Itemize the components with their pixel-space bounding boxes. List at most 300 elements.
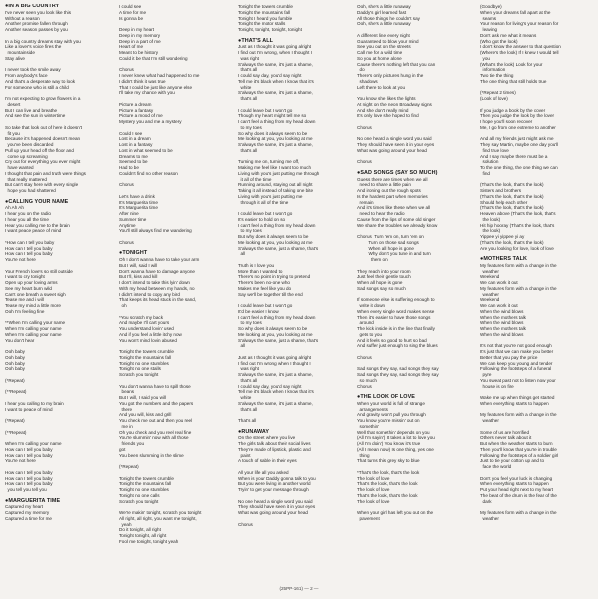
lyric-line: When your girl has left you out on the (357, 510, 434, 515)
lyric-line: If you judge a book by the cover (480, 107, 546, 113)
lyric-line: When the mothers talk (480, 314, 526, 320)
lyric-line: The look of love (357, 475, 390, 481)
lyric-line: I don't intend to take this lyin' down (119, 280, 190, 285)
lyric-line: you tell you tell you (5, 487, 47, 492)
lyric-line: desert (5, 101, 21, 107)
lyric-line: Ooh, she's a little runaway (357, 21, 411, 27)
lyric-line: Just to tie your cotton up and to (480, 458, 545, 464)
lyric-line: You're not here (5, 257, 36, 262)
lyric-line: Are you looking for love, look of love (480, 245, 554, 251)
lyric-line: And that's a desperate way to look (5, 78, 76, 84)
lyric-line: Chorus (119, 67, 134, 73)
lyric-line: You check me out and then you reel (119, 418, 193, 423)
lyric-line: Tonight the towers crumble (119, 475, 174, 481)
lyric-line: Some of us are horrified (480, 429, 530, 435)
lyric-line: that really mattered (5, 176, 47, 182)
lyric-line: When every single word makes sense (357, 308, 435, 314)
lyric-line: Well that somethin' depends on you (357, 429, 430, 435)
lyric-line: You been slumming in the slime (119, 452, 184, 458)
lyric-line: When I'm calling your name (5, 331, 62, 337)
lyric-line: S'always the same, just a shame, that's (238, 337, 319, 343)
lyric-line: I want to cry tonight (5, 274, 45, 280)
lyric-line: And I say maybe there must be a (480, 153, 548, 159)
lyric-line: Chorus Turn 'em on, turn 'em on (357, 234, 424, 239)
lyric-line: See my heart burn wild (5, 285, 52, 291)
lyric-line: But when the weather starts to burn (480, 441, 553, 446)
lyric-line: And gravity won't pull you through (357, 412, 426, 418)
lyric-line: fit you (5, 130, 20, 136)
lyric-line: That's all (238, 418, 257, 423)
lyric-line: The kick inside is in the line that finally (357, 326, 435, 331)
lyric-line: (**Repeat) (5, 389, 27, 395)
lyric-line: Sad songs they say, sad songs they say (357, 366, 439, 372)
lyric-line: that's all (238, 67, 258, 73)
lyric-line: It'd be easier I know (238, 308, 279, 314)
lyric-line: yeah (119, 521, 132, 527)
lyric-line: Seemed to be (119, 159, 148, 165)
lyric-line: You understand lovin' used (119, 326, 174, 331)
lyric-line: Picture a mood of me (119, 113, 163, 119)
lyric-line: so much (357, 377, 377, 383)
lyric-line: Say we'll be together till the end (238, 291, 303, 297)
lyric-line: mountainside (5, 50, 35, 55)
lyric-line: It's Marguerita time (119, 199, 158, 205)
lyric-line: that's all (238, 406, 258, 412)
lyrics-column-3 (238, 4, 350, 527)
lyric-line: So why does it always seem to be (238, 326, 308, 331)
lyric-line: you've been discarded (5, 142, 54, 147)
lyric-line: have wanted (5, 165, 34, 170)
lyric-line: you (480, 55, 490, 61)
lyric-line: There's only pictures hung in the (357, 73, 424, 78)
lyric-line: remain (357, 199, 374, 205)
song-title: ●IN A BIG COUNTRY (5, 4, 60, 9)
lyric-line: I'm not expecting to grow flowers in a (5, 96, 81, 101)
lyric-line: that's all (238, 377, 258, 383)
lyric-line: My features form with a change in the (480, 510, 557, 515)
lyric-line: When I'm calling your name (5, 441, 62, 446)
lyric-line: I hear you calling to my brain (5, 400, 64, 406)
lyric-line: Lost in a dream (119, 136, 151, 142)
lyric-line: Heaven above (That's the look, that's (480, 211, 556, 216)
lyric-line: They reach into your room (357, 268, 411, 274)
lyric-line: Ah Ah Ah (5, 205, 24, 211)
lyric-line: shadows (357, 78, 378, 84)
lyric-line: beans (119, 389, 135, 395)
lyric-line: You sweat past not to listen now your (480, 377, 556, 383)
lyric-line: S'always the same, it's just a shame, (238, 400, 313, 406)
lyric-line: And you will, kiss and grill (119, 412, 172, 418)
lyric-line: house is on fire (480, 383, 514, 389)
lyric-line: So why does it always seem to be (238, 130, 308, 136)
lyric-line: that's all (238, 96, 258, 101)
lyric-line: Like a lover's voice fires the (5, 44, 62, 50)
lyric-line: Weekend (480, 274, 500, 280)
lyric-line: I'll take my chance with you (119, 90, 175, 96)
lyric-line: write it down (357, 303, 386, 308)
lyric-line: (What's the look) Look for your (480, 61, 543, 67)
lyric-line: need to share a little pain (357, 182, 411, 188)
lyric-line: I could leave but I won't go (238, 107, 293, 113)
lyric-line: find (480, 170, 490, 176)
lyric-line: All right, all right, you want me tonight, (119, 515, 197, 521)
lyric-line: dark (480, 498, 492, 504)
lyric-line: And maybe I'll cart yours (119, 320, 170, 326)
lyric-line: Fool me tonight, tonight yeah (119, 538, 179, 544)
lyric-line: Tonight tonight, all right (119, 533, 167, 538)
lyrics-column-1 (5, 4, 113, 522)
lyric-line: It's only love she hoped to find (357, 113, 419, 119)
lyric-line: Oh you check and you reel real fine (119, 429, 192, 435)
lyric-line: Could I see (119, 130, 143, 136)
lyric-line: Open up your loving arms (5, 280, 58, 285)
lyric-line: Don't ask me what it means (480, 32, 537, 38)
lyric-line: Meant to be history (119, 50, 159, 55)
lyric-line: Without a reason (5, 15, 40, 21)
lyric-line: A touch of sable in their eyes (238, 458, 297, 464)
lyric-line: Scratch you tonight (119, 372, 159, 377)
lyric-line: I can't feel a thing from my head down (238, 222, 316, 228)
lyric-line: face the world (480, 464, 512, 469)
lyric-line: I find out I'm wrong, when I thought I (238, 50, 312, 55)
lyric-line: When I'm calling your name (5, 326, 62, 331)
lyric-line: weather (480, 418, 499, 423)
lyric-line: When everything starts to happen (480, 481, 549, 487)
lyric-line: It's easier to hold on so (238, 216, 286, 222)
lyric-line: Me looking at you, you looking at me (238, 239, 313, 245)
lyric-line: Deep in my heart (119, 27, 154, 32)
lyric-line: Truth is I love you (238, 262, 275, 268)
lyric-line: Living with you's just putting me (238, 193, 303, 199)
lyric-line: Sad songs say so much (357, 285, 406, 291)
lyric-line: Hit hip hooray (That's the look, that's (480, 222, 555, 228)
lyric-line: Though my heart might tell me so (238, 113, 307, 119)
lyric-line: (That's the look, that's the look) (480, 239, 544, 245)
lyric-line: When the wind blows (480, 331, 524, 337)
lyric-line: Me looking at you, you looking at me (238, 331, 313, 337)
lyric-line: there (119, 406, 133, 412)
lyric-line: Then you judge the look by the lover (480, 113, 555, 119)
lyric-line: Call me for a wild time (357, 50, 403, 55)
lyric-line: Chorus (357, 354, 372, 360)
lyric-line: *You scratch my back (119, 314, 164, 320)
lyric-line: They should have seen it in your eyes (357, 142, 435, 147)
lyric-line: Deep in a part of me (119, 38, 161, 44)
lyric-line: I didn't think it was true (119, 78, 166, 84)
lyric-line: (All I'm sayin') It takes a lot to love you (357, 435, 435, 441)
lyric-line: hope you had shattered (5, 188, 56, 193)
lyric-line: (**Repeat) (5, 429, 27, 435)
lyric-line: We're makin' tonight, scratch you tonight (119, 510, 202, 515)
lyric-line: When your dreams fall apart at the (480, 9, 551, 15)
lyric-line: was right (238, 55, 259, 61)
lyric-line: Tease my mind a little more (5, 303, 61, 308)
lyric-line: Two tie the thing (480, 73, 514, 78)
lyrics-column-2 (119, 4, 231, 545)
lyric-line: Just as I thought it was going alright (238, 354, 312, 360)
lyric-line: to my toes (238, 228, 262, 234)
song-title: ●CALLING YOUR NAME (5, 198, 69, 205)
lyric-line: Tell me it's black when I know that it's (238, 78, 314, 84)
lyric-line: I didn't intend to copy any bird (119, 291, 180, 297)
lyric-line: Tonight the towers crumble (238, 4, 293, 9)
lyric-line: How can I tell you baby (5, 446, 53, 452)
lyric-line: Left there to look at you (357, 84, 406, 90)
lyric-line: (That's the look, that's the look) (480, 205, 544, 211)
lyric-line: I want to peace of mind (5, 406, 53, 412)
lyric-line: Turn on those sad songs (357, 239, 419, 245)
lyric-line: Can't one breath a sweet sigh (5, 291, 66, 297)
lyric-line: (All I mean now) Is one thing, yes one (357, 446, 434, 452)
lyric-line: Ooh baby (5, 349, 25, 354)
lyric-line: Taking it all instead of taking one bite (238, 188, 314, 193)
lyric-line: Cry out for everything you ever might (5, 159, 81, 165)
page-footer: (25PP-161) — 2 — (279, 586, 319, 591)
lyric-line: That I could be just like anyone else (119, 84, 193, 90)
lyric-line: Heart of me (119, 44, 143, 50)
lyric-line: it all of the time (238, 176, 272, 182)
lyric-line: Captured a time for me (5, 515, 52, 521)
lyric-line: gets to you (357, 331, 383, 337)
lyric-line: Tonight I heard you fumble (238, 15, 293, 21)
lyric-line: oh (119, 303, 127, 308)
lyric-line: I can't feel a thing from my head down (238, 119, 316, 124)
lyric-line: After nine (119, 211, 139, 216)
lyric-line: Makes me feel like you do (238, 285, 292, 291)
lyric-line: Me looking at you, you looking at me (238, 136, 313, 142)
lyric-line: A different line every night (357, 32, 410, 38)
lyric-line: Why don't you tune in and turn (357, 251, 431, 257)
song-title: ●MOTHERS TALK (480, 256, 527, 262)
lyric-line: S'always the same, it's just a shame, (238, 90, 313, 96)
lyric-line: Stay alive (5, 55, 25, 61)
lyric-line: When the wind blows (480, 308, 524, 314)
lyric-line: S'always the same, it's just a shame, (238, 142, 313, 147)
lyric-line: Tell me it's black when I know that it's (238, 389, 314, 395)
lyric-line: To the one thing, the one thing we can (480, 165, 558, 170)
song-title: ●RUNAWAY (238, 428, 270, 435)
lyric-line: **When I'm calling your name (5, 320, 66, 326)
lyric-line: But can't stay here with every single (5, 182, 79, 188)
lyric-line: At night on the neon Broadway signs (357, 101, 432, 107)
lyrics-column-4 (357, 4, 469, 522)
lyric-line: weather (480, 268, 499, 274)
lyric-line: Is gonna be (119, 15, 144, 21)
lyric-line: It's Marguerita time (119, 205, 158, 211)
lyric-line: (All I'm doin') You know it's true (357, 441, 421, 446)
lyric-line: find true love (480, 147, 509, 153)
lyric-line: the look) (480, 216, 501, 222)
lyric-line: So take that look out of here it doesn't (5, 124, 82, 130)
lyric-line: The girls talk about their social lives (238, 441, 311, 446)
lyric-line: Chorus (357, 124, 372, 130)
lyric-line: Picture a fantasy (119, 107, 154, 113)
lyric-line: (Goodbye) (480, 4, 502, 9)
lyric-line: Ooh, she's a little runaway (357, 4, 411, 9)
lyric-line: But I'll, kiss and kill (119, 274, 158, 280)
lyric-line: I want peace peace of mind (5, 228, 62, 234)
lyric-line: You know she likes the lights (357, 96, 416, 101)
lyric-line: I could say day, you'd say night (238, 383, 302, 389)
lyric-line: But I will, said I will (119, 262, 158, 268)
lyric-line: I don't know the answer to that question (480, 44, 561, 50)
lyric-line: Tease me and i will (5, 297, 44, 303)
lyric-line: Sisters and brothers (480, 188, 522, 193)
lyric-line: Turning me on, turning me off, (238, 159, 300, 165)
lyric-line: Is the hardest part when memories (357, 193, 428, 199)
lyric-line: On the street where you live (238, 435, 296, 441)
lyric-line: Anytime (119, 222, 136, 228)
lyric-line: I could leave but I won't go (238, 303, 293, 308)
lyric-line: Wake me up when things get started (480, 395, 555, 400)
lyric-line: Should help each other (480, 199, 528, 205)
lyric-line: See you out on the streets (357, 44, 411, 50)
lyric-line: Summer time (119, 216, 147, 222)
lyric-line: Do it tonight, all right (119, 527, 161, 533)
lyric-line: Tryin' to get your message through (238, 487, 309, 492)
lyric-line: thing (357, 452, 370, 458)
lyric-line: I find out I'm wrong when I thought I (238, 360, 311, 366)
lyric-line: Another promise fallen through (5, 21, 68, 27)
song-title: ●MARGUERITA TIME (5, 497, 61, 504)
lyric-line: You won't mind lovin abused (119, 337, 177, 343)
lyric-line: Your French love's so still outside (5, 268, 73, 274)
lyric-line: So you at home alone (357, 55, 402, 61)
lyric-line: Cause from the lips of some old singer (357, 216, 436, 222)
lyric-line: *That's the look, that's the look (357, 469, 420, 475)
lyric-line: And see the sun in wintertime (5, 113, 66, 119)
lyric-line: Dreams to me (119, 153, 148, 159)
lyric-line: (Look of love) (480, 96, 508, 101)
lyric-line: somethin' (357, 423, 380, 429)
lyric-line: Your reason for living's your reason for (480, 21, 559, 27)
lyrics-column-5 (480, 4, 596, 522)
lyric-line: The look of love (357, 487, 390, 492)
lyric-line: When the mothers talk (480, 326, 526, 331)
lyric-line: information (480, 67, 506, 73)
lyric-line: How can I tell you baby (5, 469, 53, 475)
lyric-line: leaving (480, 27, 498, 32)
lyric-line: all (238, 343, 246, 349)
lyric-line: (Where's the look) If I knew I would tell (480, 50, 559, 55)
lyric-line: In a big country dreams stay with you (5, 38, 81, 44)
song-title: ●TONIGHT (119, 250, 148, 257)
lyric-line: Ooh baby (5, 354, 25, 360)
lyric-line: More than I wanted to (238, 268, 283, 274)
lyric-line: And it's times like these when we all (357, 205, 431, 211)
lyric-line: There's been no-one who (238, 280, 290, 285)
lyric-line: Sad songs they say, sad songs they say (357, 372, 439, 377)
lyric-line: You know you're missin' out on (357, 418, 420, 423)
lyric-line: There's no point in trying to pretend (238, 274, 311, 280)
lyric-line: the look) (480, 228, 501, 234)
lyric-line: weather (480, 515, 499, 521)
lyric-line: Living with you's just putting me through (238, 170, 320, 176)
lyric-line: Could it be that I'm still wondering (119, 55, 188, 61)
lyric-line: When your world is full of strange (357, 400, 425, 406)
lyric-line: All your life all you asked (238, 469, 289, 475)
lyric-line: Guaranteed to blow your mind (357, 38, 419, 44)
lyric-line: Lost in a fantasy (119, 142, 153, 147)
lyric-line: Cause there's nothing left that you can (357, 61, 436, 67)
lyric-line: We share the troubles we already know (357, 222, 438, 228)
lyric-line: My features form with a change in the (480, 285, 557, 291)
lyric-line: But you were living in another world (238, 481, 311, 487)
lyric-line: It's not that you're not good enough (480, 343, 552, 349)
lyric-line: It's just that we can make you better (480, 349, 554, 354)
lyric-line: solution (480, 159, 499, 165)
lyric-line: got (119, 446, 126, 452)
lyric-line: From anybody's face (5, 73, 48, 78)
lyric-line: When all hope is gone (357, 245, 414, 251)
lyric-line: paint (238, 452, 251, 458)
lyric-line: Pull up your head off the floor and (5, 147, 74, 153)
lyric-line: How can I tell you baby (5, 245, 53, 251)
lyric-line: I thought that pain and truth were things (5, 170, 86, 176)
lyric-line: Daddy's girl learned fast (357, 9, 407, 15)
lyric-line: Me, I go from one extreme to another (480, 124, 556, 130)
lyric-line: Chorus (238, 521, 253, 527)
lyric-line: How can I tell you baby (5, 251, 53, 257)
lyric-line: Yippee yi yippee yi ay (480, 234, 525, 239)
lyric-line: *How can I tell you baby (5, 239, 55, 245)
lyric-line: Had to be (119, 165, 139, 170)
lyric-line: Oh I don't wanna have to take your arm (119, 257, 200, 262)
lyric-line: I can't feel a thing from my head down (238, 314, 316, 320)
lyric-line: was right (238, 366, 259, 372)
song-title: ●THE LOOK OF LOVE (357, 394, 415, 400)
lyric-line: Scratch you tonight (119, 498, 159, 504)
lyric-line: You don't wanna have to spill those (119, 383, 191, 389)
lyric-line: They should have seen it in your eyes (238, 504, 316, 510)
lyric-line: Tonight the mountains fall (238, 9, 291, 15)
lyric-line: How can I tell you baby (5, 481, 53, 487)
lyric-line: Captured my heart (5, 504, 44, 510)
lyric-line: S'always the same, it's just a shame, (238, 61, 313, 67)
lyric-line: But I can live and breathe (5, 107, 58, 113)
lyric-line: Captured my memory (5, 510, 50, 515)
lyric-line: We can work it out (480, 303, 518, 308)
lyric-line: S'always the same, it's just a shame, (238, 372, 313, 377)
lyric-line: When everything starts to happen (480, 400, 549, 406)
lyric-line: Then it's easier to have those songs (357, 314, 431, 320)
lyric-line: But I will, I said you will (119, 395, 166, 400)
lyric-line: pyre (480, 372, 492, 377)
lyric-line: (*Repeat) (5, 418, 25, 423)
lyric-line: You're not here (5, 458, 36, 464)
lyric-line: My features form with a change in the (480, 412, 557, 418)
lyric-line: Chorus (357, 383, 372, 389)
lyric-line: I hear you all the time (5, 216, 49, 222)
lyric-line: Guess there are times when we all (357, 176, 428, 182)
lyric-line: All those things he couldn't say (357, 15, 420, 21)
lyric-line: Following the footsteps of a soldier girl (480, 452, 559, 458)
lyric-line: I've never seen you look like this (5, 9, 71, 15)
lyric-line: That's the look, that's the look (357, 481, 418, 487)
lyric-line: friends you (119, 441, 145, 446)
lyric-line: Making me feel like I want too much (238, 165, 312, 170)
lyric-line: Tonight no one calls (119, 492, 160, 498)
lyric-line: When all hope is gone (357, 280, 403, 285)
lyric-line: do (357, 67, 365, 73)
lyric-line: Just feel their gentle touch (357, 274, 411, 280)
lyric-line: Don't wanna have to damage anyone (119, 268, 195, 274)
lyric-line: And suffer just enough to sing the blues (357, 343, 438, 349)
lyric-line: And all my friends just might ask me (480, 136, 554, 142)
lyric-line: (Who got the look) (480, 38, 518, 44)
lyric-line: I hear you on the radio (5, 211, 51, 216)
lyric-line: Chorus (357, 159, 372, 165)
